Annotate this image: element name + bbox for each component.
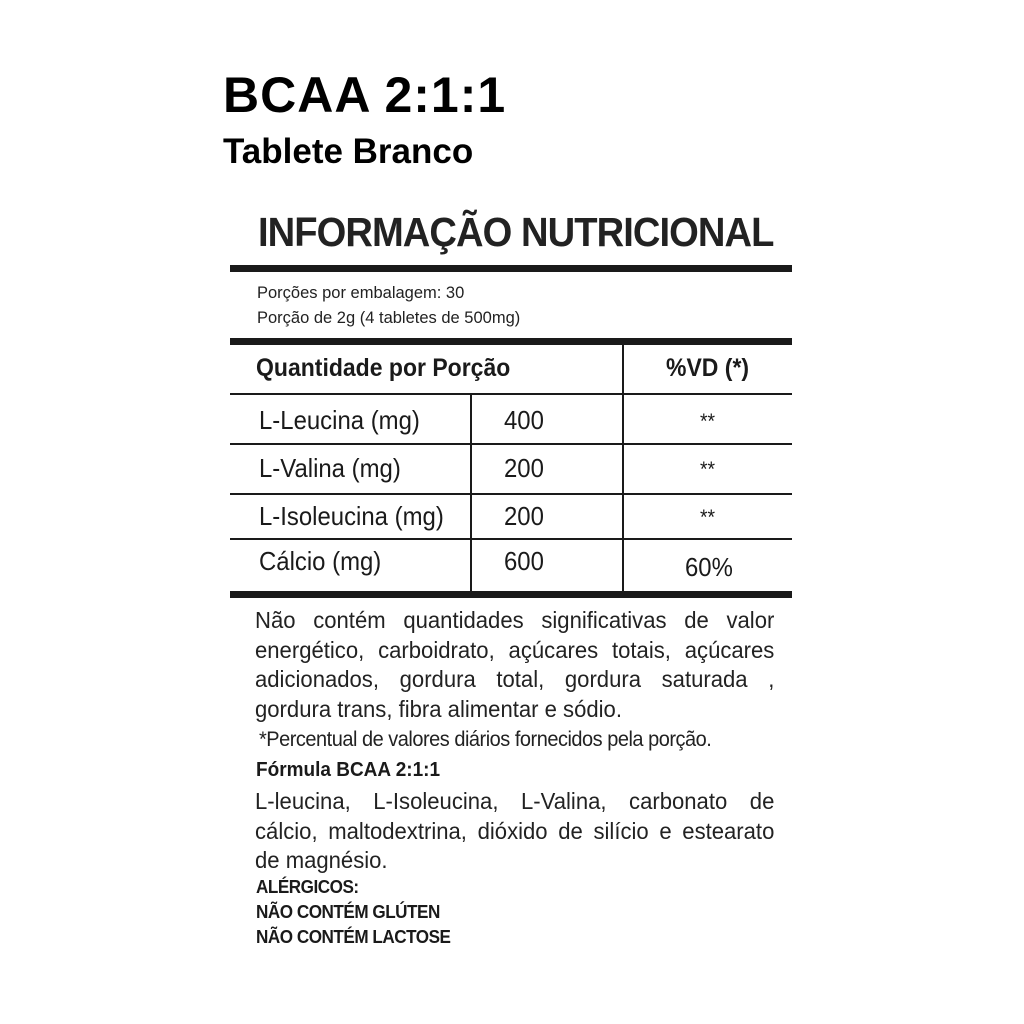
nutrient-row-isoleucine — [230, 495, 792, 541]
servings-per-package: Porções por embalagem: 30 — [257, 284, 465, 302]
nutrient-value: 400 — [504, 405, 544, 435]
nutrient-name: Cálcio (mg) — [259, 546, 382, 576]
nutrient-name: L-Isoleucina (mg) — [259, 501, 444, 531]
formula-title: Fórmula BCAA 2:1:1 — [256, 759, 441, 781]
not-significant-note — [255, 606, 775, 724]
product-subtitle: Tablete Branco — [223, 132, 474, 171]
nutrient-row-valine — [230, 445, 792, 491]
daily-value-footnote: *Percentual de valores diários fornecidos pela porção. — [259, 728, 712, 751]
serving-size: Porção de 2g (4 tabletes de 500mg) — [257, 309, 521, 327]
nutrient-dv: 60% — [685, 552, 733, 582]
heading-rule — [230, 265, 792, 272]
allergen-lactose: NÃO CONTÉM LACTOSE — [256, 927, 451, 947]
dv-column-header: %VD (*) — [666, 354, 750, 382]
nutrient-name: L-Valina (mg) — [259, 453, 401, 483]
nutrition-heading: INFORMAÇÃO NUTRICIONAL — [258, 209, 774, 255]
allergen-gluten: NÃO CONTÉM GLÚTEN — [256, 902, 440, 922]
table-bottom-rule — [230, 591, 792, 598]
nutrient-value: 600 — [504, 546, 544, 576]
product-title: BCAA 2:1:1 — [223, 67, 507, 123]
nutrient-value: 200 — [504, 453, 544, 483]
formula-ingredients: L-leucina, L-Isoleucina, L-Valina, carbonato de cálcio, maltodextrina, dióxido de silício e estearato de magnésio. — [255, 788, 775, 873]
nutrient-dv: ** — [700, 410, 716, 433]
nutrient-dv: ** — [700, 458, 716, 481]
allergens-title: ALÉRGICOS: — [256, 877, 359, 897]
nutrient-row-leucine — [230, 395, 792, 441]
not-significant-text: Não contém quantidades significativas de valor energético, carboidrato, açúcares totais, açúcares adicionados, gordura total, gordura saturada , gordura trans, fibra alimentar e sódio. — [255, 607, 775, 722]
nutrient-dv: ** — [700, 506, 716, 529]
table-top-rule — [230, 338, 792, 345]
nutrient-row-calcium — [230, 540, 792, 586]
nutrient-value: 200 — [504, 501, 544, 531]
amount-column-header: Quantidade por Porção — [256, 354, 511, 382]
nutrient-name: L-Leucina (mg) — [259, 405, 420, 435]
